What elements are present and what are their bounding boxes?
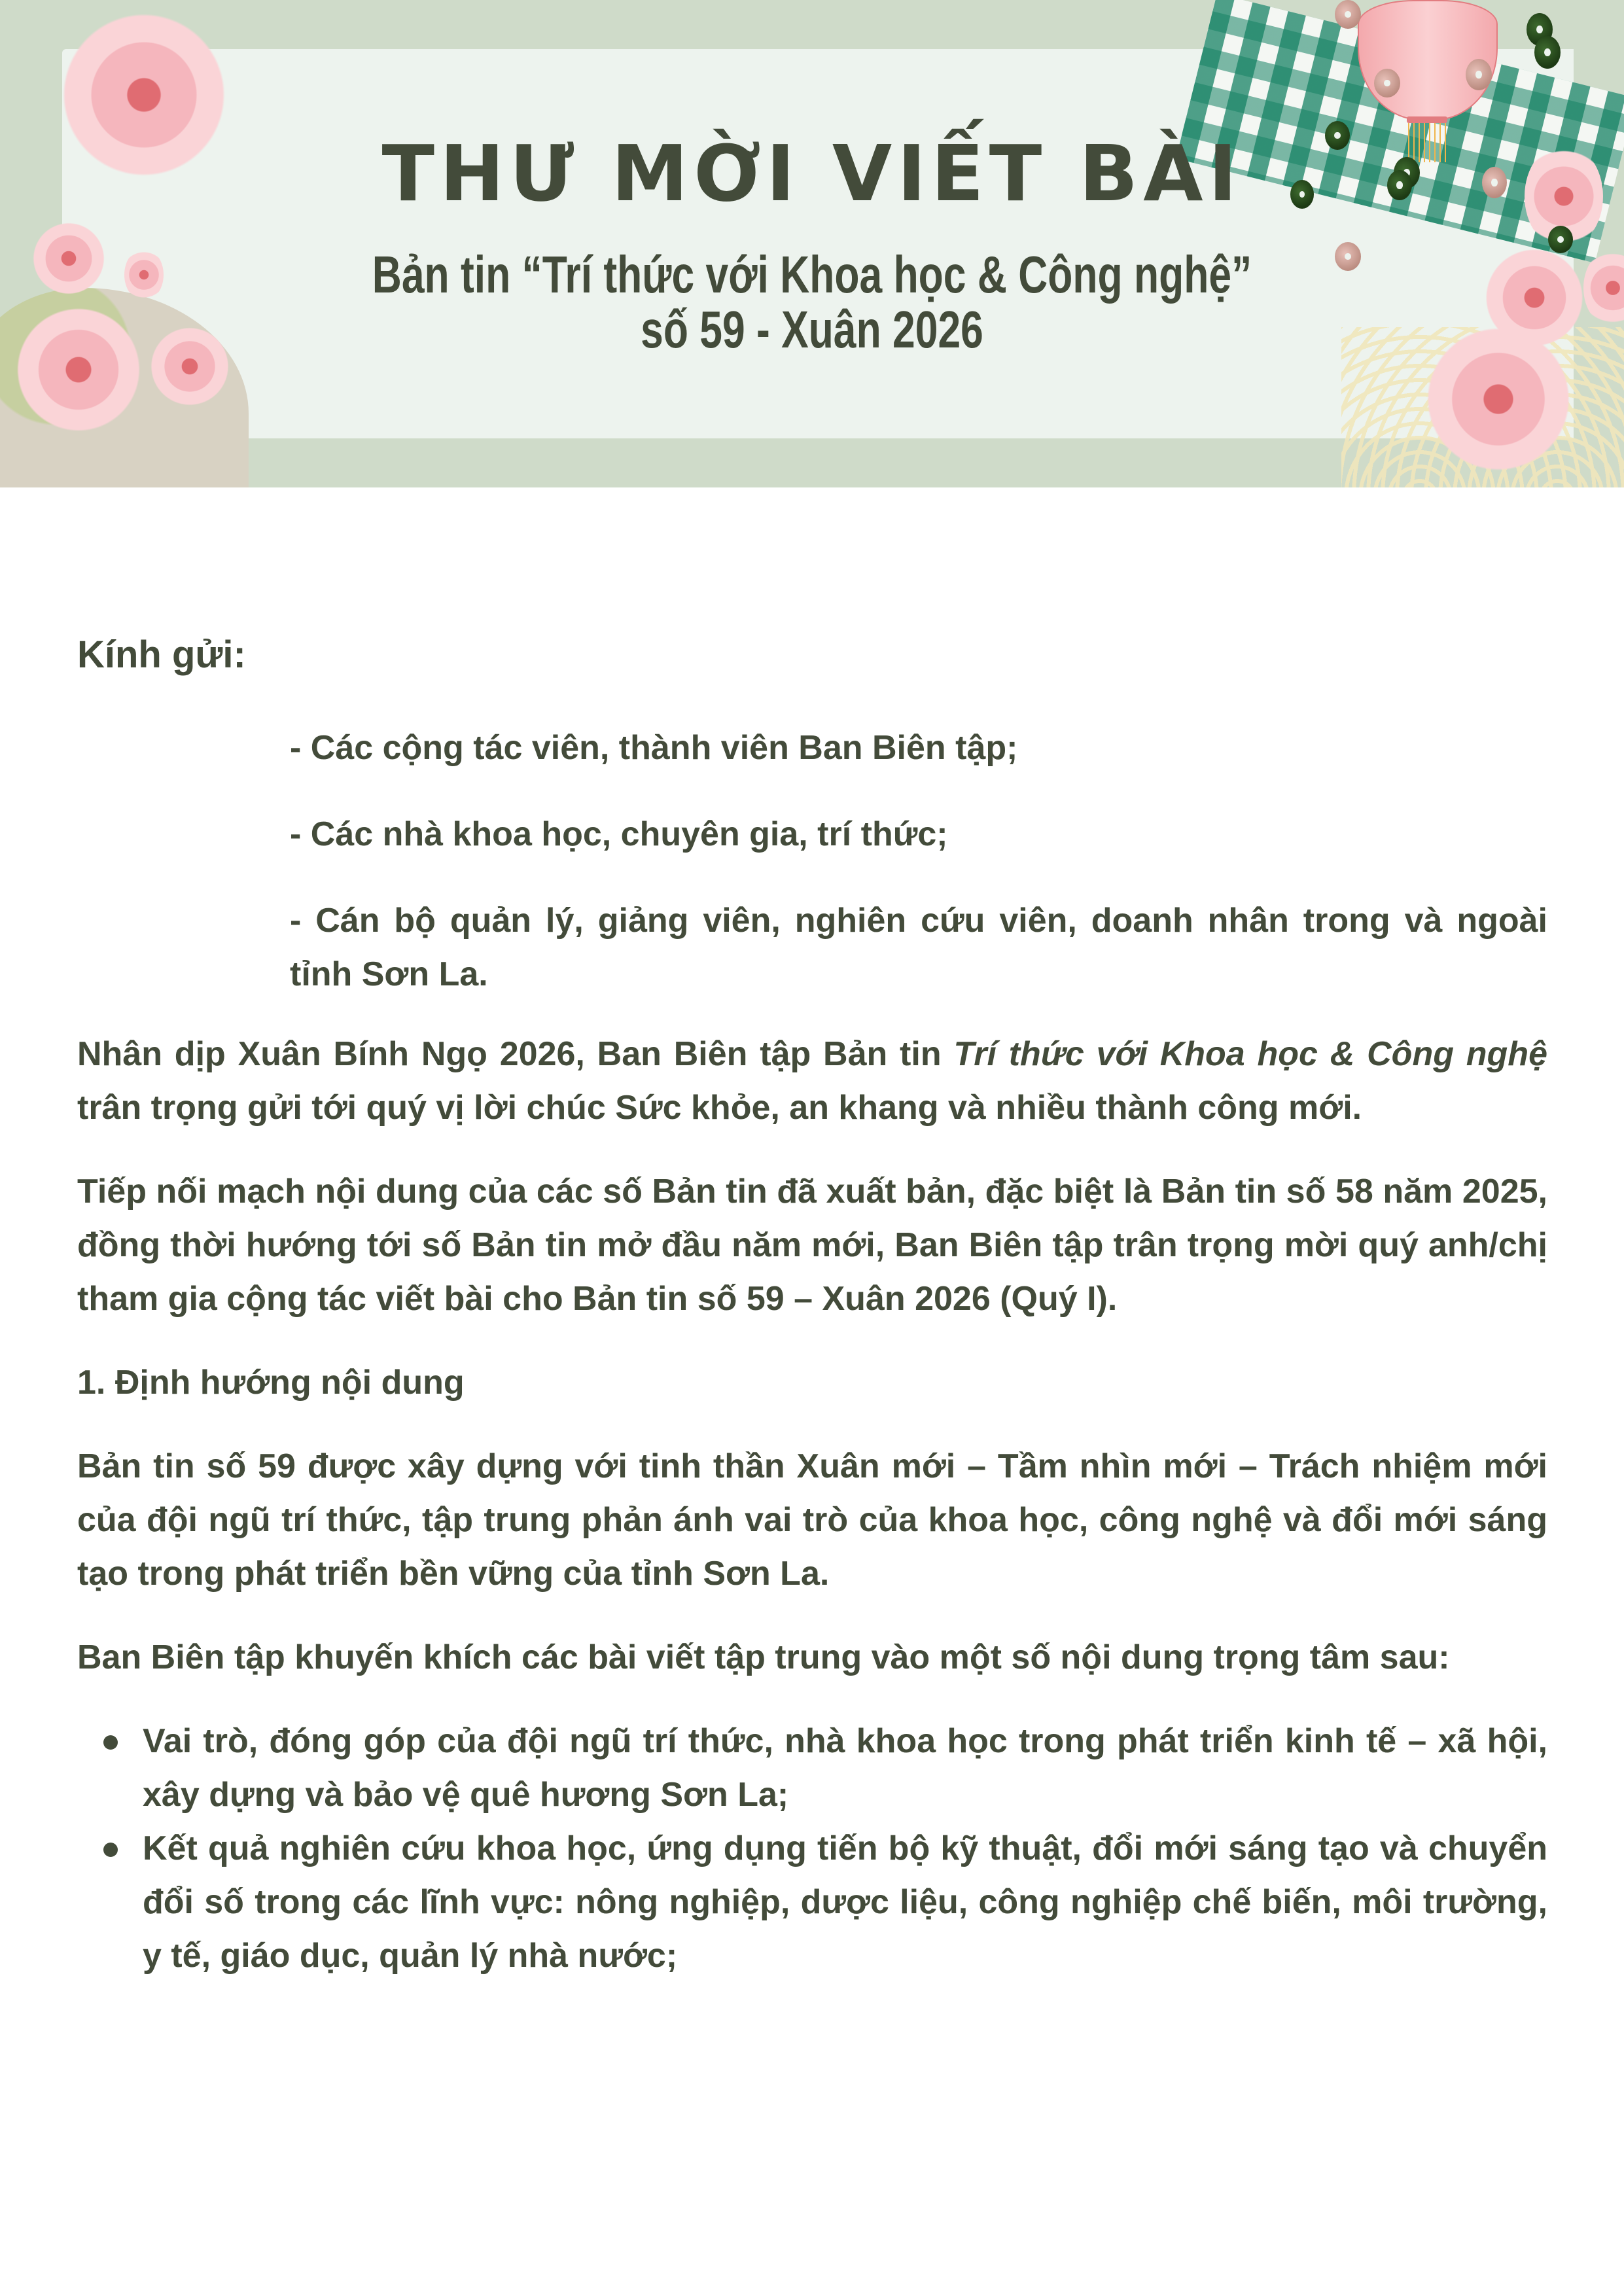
greeting-paragraph bbox=[77, 1027, 1547, 1135]
sequin-icon bbox=[1548, 226, 1573, 253]
topic-item: Vai trò, đóng góp của đội ngũ trí thức, nhà khoa học trong phát triển kinh tế – xã hội, xây dựng và bảo vệ quê hương Sơn La; bbox=[77, 1714, 1547, 1822]
topic-list bbox=[77, 1714, 1547, 1983]
newsletter-name: Trí thức với Khoa học & Công nghệ bbox=[953, 1035, 1547, 1073]
cherry-blossom-icon bbox=[1426, 327, 1570, 471]
greeting-text: Nhân dịp Xuân Bính Ngọ 2026, Ban Biên tập Bản tin bbox=[77, 1035, 954, 1073]
sequin-icon bbox=[1466, 59, 1492, 90]
cherry-blossom-icon bbox=[16, 308, 141, 432]
page-subtitle bbox=[179, 247, 1445, 357]
sequin-icon bbox=[1374, 69, 1400, 97]
sequin-icon bbox=[1335, 0, 1361, 29]
topic-item: Kết quả nghiên cứu khoa học, ứng dụng tiến bộ kỹ thuật, đổi mới sáng tạo và chuyển đổi số trong các lĩnh vực: nông nghiệp, dược liệu, công nghiệp chế biến, môi trường, y tế, giáo dục, quản lý nhà nước; bbox=[77, 1822, 1547, 1983]
invitation-paragraph: Tiếp nối mạch nội dung của các số Bản tin đã xuất bản, đặc biệt là Bản tin số 58 năm 2025, đồng thời hướng tới số Bản tin mở đầu năm mới, Ban Biên tập trân trọng mời quý anh/chị tham gia cộng tác viết bài cho Bản tin số 59 – Xuân 2026 (Quý I). bbox=[77, 1173, 1547, 1318]
cherry-bud-icon bbox=[124, 249, 164, 301]
subtitle-line-2: số 59 - Xuân 2026 bbox=[641, 300, 983, 359]
greeting-text: trân trọng gửi tới quý vị lời chúc Sức khỏe, an khang và nhiều thành công mới. bbox=[77, 1089, 1362, 1127]
section-intro: Bản tin số 59 được xây dựng với tinh thần Xuân mới – Tầm nhìn mới – Trách nhiệm mới của đội ngũ trí thức, tập trung phản ánh vai trò của khoa học, công nghệ và đổi mới sáng tạo trong phát triển bền vững của tỉnh Sơn La. bbox=[77, 1447, 1547, 1593]
salutation: Kính gửi: bbox=[77, 633, 246, 676]
letter-body bbox=[77, 628, 1547, 1983]
recipient-item: - Các cộng tác viên, thành viên Ban Biên tập; bbox=[290, 729, 1018, 767]
section-heading: 1. Định hướng nội dung bbox=[77, 1364, 465, 1402]
header-banner bbox=[0, 0, 1624, 487]
subtitle-line-1: Bản tin “Trí thức với Khoa học & Công nghệ” bbox=[372, 245, 1252, 304]
cherry-blossom-icon bbox=[1485, 249, 1583, 347]
section-lead: Ban Biên tập khuyến khích các bài viết tập trung vào một số nội dung trọng tâm sau: bbox=[77, 1638, 1450, 1676]
cherry-blossom-icon bbox=[33, 222, 105, 294]
recipient-list bbox=[77, 721, 1547, 1001]
recipient-item: - Các nhà khoa học, chuyên gia, trí thức; bbox=[290, 815, 948, 853]
lantern-ring bbox=[1407, 116, 1447, 123]
page-title: THƯ MỜI VIẾT BÀI bbox=[381, 128, 1243, 219]
recipient-item: - Cán bộ quản lý, giảng viên, nghiên cứu viên, doanh nhân trong và ngoài tỉnh Sơn La. bbox=[290, 902, 1547, 993]
sequin-icon bbox=[1534, 36, 1561, 69]
